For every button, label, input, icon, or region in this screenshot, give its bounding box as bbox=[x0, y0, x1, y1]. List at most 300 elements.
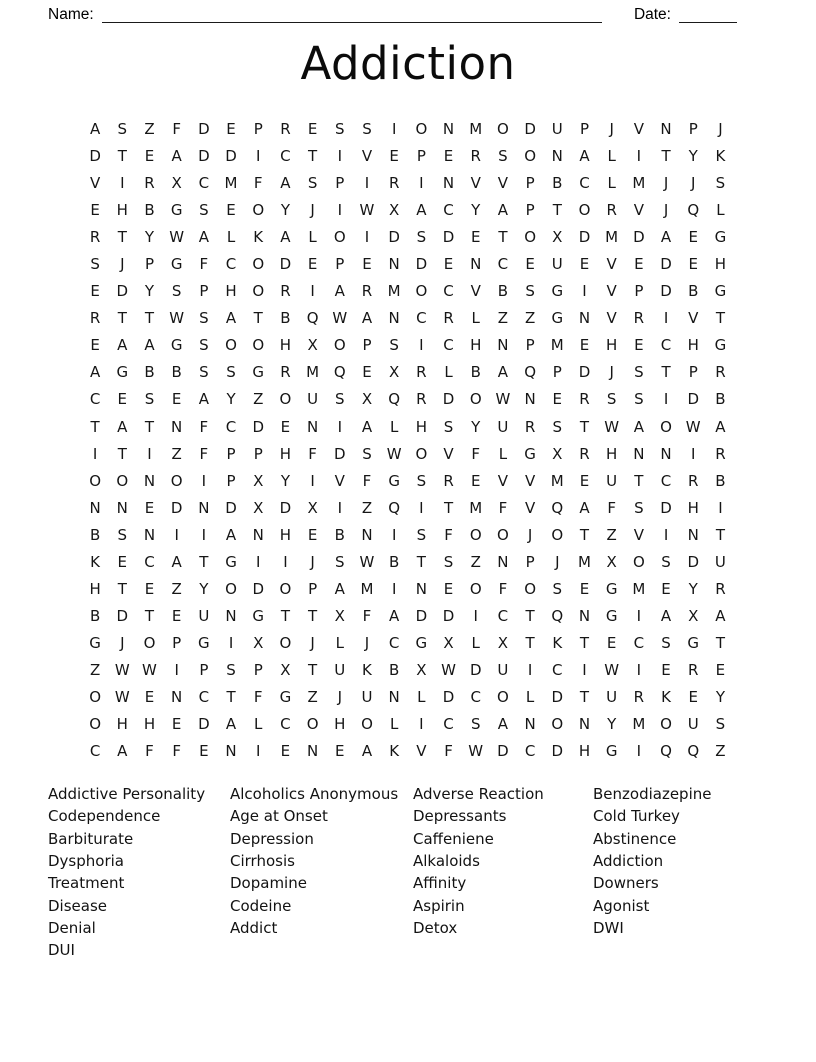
grid-letter: I bbox=[636, 742, 642, 761]
grid-letter: I bbox=[391, 525, 397, 544]
grid-letter: P bbox=[552, 363, 562, 382]
grid-letter: N bbox=[143, 525, 156, 544]
grid-letter: G bbox=[714, 228, 727, 247]
grid-letter: C bbox=[443, 282, 454, 301]
grid-letter: A bbox=[361, 417, 373, 436]
grid-row bbox=[82, 441, 735, 468]
grid-row bbox=[82, 197, 735, 224]
grid-letter: L bbox=[498, 444, 508, 463]
grid-letter: N bbox=[633, 444, 645, 463]
grid-letter: T bbox=[90, 417, 100, 436]
grid-letter: L bbox=[308, 228, 317, 247]
grid-letter: S bbox=[498, 147, 508, 166]
grid-letter: E bbox=[335, 742, 345, 761]
grid-letter: O bbox=[306, 715, 319, 734]
grid-letter: B bbox=[334, 525, 345, 544]
grid-letter: T bbox=[525, 633, 535, 652]
grid-letter: N bbox=[89, 498, 101, 517]
grid-letter: P bbox=[335, 174, 345, 193]
grid-letter: D bbox=[198, 147, 210, 166]
grid-letter: J bbox=[527, 525, 533, 544]
word-list-item: Codependence bbox=[48, 807, 161, 826]
grid-letter: O bbox=[415, 282, 428, 301]
grid-letter: V bbox=[524, 498, 536, 517]
grid-letter: M bbox=[550, 471, 564, 490]
grid-letter: V bbox=[633, 525, 644, 544]
grid-letter: D bbox=[89, 147, 101, 166]
grid-letter: F bbox=[498, 498, 508, 517]
grid-letter: V bbox=[497, 174, 509, 193]
grid-letter: E bbox=[443, 255, 454, 274]
grid-letter: I bbox=[419, 498, 424, 517]
grid-letter: A bbox=[117, 336, 128, 355]
grid-letter: L bbox=[716, 201, 725, 220]
grid-letter: V bbox=[361, 147, 373, 166]
word-list-item: Benzodiazepine bbox=[593, 785, 712, 804]
grid-letter: C bbox=[198, 687, 210, 706]
grid-letter: D bbox=[198, 120, 210, 138]
grid-letter: Q bbox=[551, 498, 564, 517]
grid-letter: P bbox=[253, 444, 263, 463]
grid-letter: O bbox=[279, 633, 292, 652]
grid-letter: W bbox=[332, 309, 348, 328]
grid-letter: W bbox=[142, 660, 157, 679]
word-list-item: Addiction bbox=[593, 852, 664, 871]
grid-letter: A bbox=[715, 606, 726, 625]
grid-letter: O bbox=[225, 579, 237, 598]
word-list-column bbox=[48, 783, 230, 961]
grid-letter: P bbox=[688, 363, 698, 382]
grid-letter: S bbox=[443, 552, 454, 571]
grid-letter: H bbox=[606, 336, 618, 355]
grid-letter: I bbox=[636, 606, 642, 625]
word-list-item: Disease bbox=[48, 896, 107, 915]
word-list-item: Cirrhosis bbox=[230, 852, 295, 871]
grid-letter: B bbox=[144, 363, 155, 382]
grid-letter: F bbox=[607, 498, 616, 517]
grid-letter: R bbox=[89, 309, 101, 328]
grid-row bbox=[82, 143, 735, 170]
grid-letter: B bbox=[389, 660, 400, 679]
grid-letter: S bbox=[144, 390, 155, 409]
grid-letter: H bbox=[687, 336, 699, 355]
grid-letter: G bbox=[252, 606, 265, 625]
grid-letter: V bbox=[606, 282, 617, 301]
grid-letter: H bbox=[225, 282, 237, 301]
grid-letter: K bbox=[715, 147, 726, 166]
grid-letter: T bbox=[715, 309, 725, 328]
grid-letter: F bbox=[362, 606, 372, 625]
word-list-item: DUI bbox=[48, 941, 75, 960]
grid-letter: C bbox=[497, 606, 509, 625]
grid-letter: T bbox=[443, 498, 454, 517]
grid-letter: K bbox=[90, 552, 101, 571]
date-blank-line bbox=[679, 22, 737, 23]
grid-letter: B bbox=[715, 390, 726, 409]
grid-letter: F bbox=[199, 417, 209, 436]
grid-letter: G bbox=[415, 633, 428, 652]
grid-letter: O bbox=[497, 525, 509, 544]
grid-letter: T bbox=[253, 309, 263, 328]
grid-letter: O bbox=[279, 579, 292, 598]
grid-letter: H bbox=[415, 417, 427, 436]
grid-letter: M bbox=[360, 579, 374, 598]
grid-letter: S bbox=[362, 444, 372, 463]
grid-letter: U bbox=[497, 417, 509, 436]
grid-letter: D bbox=[252, 417, 264, 436]
grid-letter: I bbox=[636, 147, 642, 166]
grid-letter: E bbox=[280, 417, 291, 436]
grid-letter: I bbox=[663, 309, 669, 328]
word-list-item: Treatment bbox=[48, 874, 125, 893]
grid-letter: L bbox=[389, 417, 399, 436]
grid-letter: V bbox=[688, 309, 699, 328]
grid-letter: T bbox=[661, 147, 671, 166]
grid-letter: E bbox=[226, 120, 236, 138]
grid-letter: O bbox=[116, 471, 129, 490]
grid-letter: O bbox=[578, 201, 591, 220]
grid-letter: E bbox=[443, 579, 454, 598]
grid-letter: Z bbox=[497, 309, 509, 328]
grid-letter: C bbox=[280, 715, 291, 734]
grid-letter: H bbox=[606, 444, 618, 463]
grid-letter: S bbox=[90, 255, 100, 274]
grid-letter: F bbox=[498, 579, 508, 598]
grid-letter: V bbox=[89, 174, 101, 193]
grid-letter: E bbox=[579, 255, 590, 274]
grid-letter: O bbox=[333, 336, 346, 355]
grid-letter: I bbox=[256, 742, 261, 761]
grid-letter: S bbox=[199, 363, 209, 382]
grid-letter: Y bbox=[280, 201, 290, 220]
grid-letter: U bbox=[687, 715, 699, 734]
grid-letter: I bbox=[120, 174, 125, 193]
grid-letter: X bbox=[416, 660, 427, 679]
grid-letter: E bbox=[199, 742, 209, 761]
grid-letter: Z bbox=[470, 552, 481, 571]
grid-letter: S bbox=[634, 498, 644, 517]
grid-letter: M bbox=[224, 174, 238, 193]
grid-letter: N bbox=[687, 525, 699, 544]
grid-letter: O bbox=[252, 201, 265, 220]
grid-row bbox=[82, 386, 735, 413]
grid-letter: E bbox=[144, 498, 155, 517]
grid-letter: V bbox=[633, 201, 644, 220]
grid-letter: W bbox=[685, 417, 701, 436]
grid-letter: S bbox=[226, 363, 236, 382]
grid-letter: E bbox=[688, 228, 698, 247]
grid-letter: G bbox=[170, 201, 183, 220]
grid-letter: X bbox=[606, 552, 617, 571]
grid-letter: F bbox=[172, 120, 181, 138]
grid-letter: R bbox=[443, 309, 454, 328]
grid-letter: L bbox=[444, 363, 453, 382]
grid-letter: A bbox=[171, 552, 182, 571]
grid-letter: H bbox=[116, 201, 128, 220]
grid-letter: N bbox=[442, 120, 455, 138]
grid-letter: U bbox=[198, 606, 210, 625]
grid-letter: S bbox=[389, 336, 399, 355]
grid-letter: E bbox=[634, 255, 644, 274]
grid-letter: E bbox=[117, 390, 128, 409]
grid-letter: E bbox=[579, 336, 590, 355]
grid-letter: O bbox=[469, 390, 482, 409]
grid-letter: G bbox=[116, 363, 129, 382]
grid-letter: S bbox=[634, 390, 644, 409]
grid-letter: G bbox=[170, 336, 183, 355]
grid-letter: J bbox=[120, 255, 125, 274]
grid-letter: R bbox=[470, 147, 481, 166]
grid-letter: G bbox=[687, 633, 700, 652]
grid-letter: I bbox=[174, 660, 179, 679]
grid-letter: B bbox=[470, 363, 481, 382]
grid-letter: P bbox=[634, 282, 644, 301]
grid-letter: E bbox=[362, 255, 372, 274]
grid-letter: G bbox=[279, 687, 292, 706]
grid-letter: Y bbox=[471, 417, 481, 436]
grid-letter: Q bbox=[306, 309, 319, 328]
grid-letter: M bbox=[577, 552, 591, 571]
grid-letter: Q bbox=[524, 363, 536, 382]
grid-letter: W bbox=[604, 660, 620, 679]
grid-letter: A bbox=[198, 390, 209, 409]
grid-letter: B bbox=[171, 363, 182, 382]
grid-letter: T bbox=[144, 417, 155, 436]
grid-letter: S bbox=[661, 633, 671, 652]
grid-letter: D bbox=[442, 228, 455, 247]
grid-letter: E bbox=[144, 579, 155, 598]
grid-letter: I bbox=[92, 444, 98, 463]
grid-letter: U bbox=[551, 255, 563, 274]
grid-letter: U bbox=[334, 660, 346, 679]
grid-letter: G bbox=[551, 309, 564, 328]
grid-row bbox=[82, 170, 735, 197]
grid-letter: E bbox=[634, 336, 644, 355]
grid-letter: D bbox=[116, 282, 129, 301]
grid-letter: T bbox=[280, 606, 290, 625]
grid-row bbox=[82, 522, 735, 549]
grid-letter: Q bbox=[551, 606, 564, 625]
grid-letter: S bbox=[226, 660, 236, 679]
grid-letter: M bbox=[387, 282, 401, 301]
grid-letter: J bbox=[663, 174, 669, 193]
grid-letter: S bbox=[199, 201, 209, 220]
grid-letter: X bbox=[253, 498, 264, 517]
grid-letter: G bbox=[252, 363, 265, 382]
grid-letter: M bbox=[632, 715, 646, 734]
grid-letter: T bbox=[308, 606, 318, 625]
grid-letter: Q bbox=[687, 201, 700, 220]
word-list bbox=[48, 783, 786, 961]
grid-letter: S bbox=[199, 336, 209, 355]
grid-letter: A bbox=[497, 715, 509, 734]
grid-letter: C bbox=[633, 633, 645, 652]
grid-letter: O bbox=[225, 336, 237, 355]
grid-letter: F bbox=[172, 742, 181, 761]
grid-letter: S bbox=[606, 390, 617, 409]
grid-row bbox=[82, 711, 735, 738]
grid-letter: K bbox=[389, 742, 400, 761]
grid-letter: C bbox=[552, 660, 563, 679]
grid-letter: W bbox=[441, 660, 456, 679]
grid-letter: J bbox=[691, 174, 696, 193]
grid-letter: S bbox=[117, 525, 128, 544]
grid-letter: V bbox=[416, 742, 427, 761]
grid-letter: T bbox=[117, 444, 127, 463]
grid-letter: M bbox=[550, 336, 564, 355]
grid-letter: C bbox=[660, 336, 672, 355]
grid-letter: T bbox=[579, 417, 590, 436]
grid-letter: T bbox=[661, 363, 671, 382]
grid-letter: O bbox=[660, 715, 672, 734]
grid-letter: S bbox=[552, 417, 563, 436]
word-list-item: Addict bbox=[230, 918, 278, 937]
grid-letter: O bbox=[170, 471, 183, 490]
grid-letter: P bbox=[199, 660, 209, 679]
grid-letter: U bbox=[551, 120, 563, 138]
grid-row bbox=[82, 359, 735, 386]
grid-letter: Z bbox=[144, 120, 155, 138]
grid-letter: W bbox=[169, 309, 185, 328]
grid-letter: I bbox=[419, 336, 424, 355]
grid-letter: D bbox=[415, 255, 428, 274]
grid-letter: C bbox=[89, 390, 101, 409]
grid-letter: S bbox=[199, 309, 209, 328]
grid-letter: T bbox=[525, 606, 535, 625]
grid-letter: E bbox=[579, 579, 590, 598]
grid-letter: I bbox=[256, 147, 261, 166]
grid-letter: R bbox=[688, 471, 699, 490]
word-list-item: Agonist bbox=[593, 896, 650, 915]
grid-letter: O bbox=[551, 715, 564, 734]
grid-letter: T bbox=[715, 633, 725, 652]
grid-letter: X bbox=[552, 228, 563, 247]
grid-letter: Y bbox=[144, 282, 155, 301]
grid-letter: D bbox=[225, 147, 237, 166]
grid-letter: D bbox=[442, 606, 455, 625]
grid-letter: D bbox=[524, 120, 536, 138]
grid-letter: O bbox=[361, 715, 373, 734]
grid-letter: P bbox=[172, 633, 182, 652]
grid-letter: A bbox=[361, 309, 373, 328]
grid-letter: E bbox=[280, 742, 291, 761]
grid-letter: G bbox=[524, 444, 536, 463]
grid-letter: E bbox=[90, 336, 100, 355]
grid-letter: B bbox=[552, 174, 563, 193]
grid-letter: I bbox=[663, 525, 669, 544]
grid-letter: L bbox=[471, 309, 480, 328]
grid-letter: F bbox=[444, 742, 453, 761]
grid-letter: D bbox=[687, 552, 699, 571]
grid-letter: N bbox=[524, 390, 536, 409]
grid-letter: N bbox=[524, 715, 536, 734]
grid-letter: O bbox=[469, 525, 482, 544]
grid-letter: C bbox=[443, 715, 454, 734]
grid-letter: S bbox=[335, 390, 345, 409]
grid-letter: O bbox=[252, 282, 265, 301]
grid-letter: A bbox=[225, 715, 237, 734]
grid-letter: Y bbox=[688, 579, 698, 598]
grid-letter: C bbox=[416, 309, 427, 328]
grid-letter: O bbox=[89, 715, 101, 734]
grid-letter: S bbox=[335, 552, 345, 571]
grid-letter: J bbox=[310, 552, 315, 571]
grid-letter: X bbox=[307, 336, 318, 355]
word-list-item: Denial bbox=[48, 918, 96, 937]
grid-letter: G bbox=[605, 742, 618, 761]
grid-letter: E bbox=[171, 606, 182, 625]
grid-letter: V bbox=[524, 471, 536, 490]
grid-letter: X bbox=[280, 660, 291, 679]
grid-letter: Y bbox=[471, 201, 481, 220]
grid-letter: J bbox=[337, 687, 342, 706]
grid-letter: I bbox=[147, 444, 152, 463]
grid-letter: O bbox=[497, 120, 509, 138]
grid-letter: Q bbox=[388, 390, 401, 409]
grid-letter: A bbox=[416, 201, 427, 220]
grid-letter: D bbox=[497, 742, 509, 761]
grid-letter: S bbox=[416, 525, 427, 544]
grid-letter: C bbox=[144, 552, 155, 571]
word-list-item: Barbiturate bbox=[48, 829, 134, 848]
grid-letter: G bbox=[605, 606, 618, 625]
grid-letter: D bbox=[415, 606, 428, 625]
grid-letter: S bbox=[362, 120, 372, 138]
grid-letter: W bbox=[604, 417, 620, 436]
word-list-item: Age at Onset bbox=[230, 807, 328, 826]
grid-letter: K bbox=[552, 633, 563, 652]
grid-letter: I bbox=[201, 525, 207, 544]
grid-letter: O bbox=[660, 417, 672, 436]
grid-letter: Q bbox=[333, 363, 346, 382]
word-list-item: Depressants bbox=[413, 807, 507, 826]
grid-letter: J bbox=[310, 633, 315, 652]
grid-letter: N bbox=[470, 255, 482, 274]
grid-letter: R bbox=[144, 174, 155, 193]
grid-letter: U bbox=[606, 471, 618, 490]
grid-letter: E bbox=[661, 579, 671, 598]
grid-letter: D bbox=[578, 363, 591, 382]
grid-letter: C bbox=[443, 201, 454, 220]
grid-letter: G bbox=[714, 282, 727, 301]
word-list-item: Alkaloids bbox=[413, 852, 480, 871]
grid-letter: S bbox=[416, 471, 427, 490]
grid-letter: G bbox=[605, 579, 618, 598]
grid-letter: M bbox=[306, 363, 320, 382]
grid-letter: Z bbox=[89, 660, 101, 679]
grid-letter: E bbox=[307, 120, 318, 138]
grid-letter: Z bbox=[715, 742, 726, 761]
grid-row bbox=[82, 738, 735, 765]
grid-letter: P bbox=[335, 255, 345, 274]
grid-letter: D bbox=[170, 498, 183, 517]
grid-letter: L bbox=[607, 147, 616, 166]
grid-letter: F bbox=[444, 525, 453, 544]
grid-letter: A bbox=[117, 742, 128, 761]
grid-letter: T bbox=[579, 687, 590, 706]
puzzle-title: Addiction bbox=[300, 37, 516, 90]
grid-letter: G bbox=[89, 633, 101, 652]
grid-letter: A bbox=[171, 147, 182, 166]
grid-letter: G bbox=[170, 255, 183, 274]
grid-letter: Z bbox=[253, 390, 264, 409]
grid-letter: C bbox=[470, 687, 481, 706]
grid-row bbox=[82, 278, 735, 305]
grid-letter: W bbox=[386, 444, 402, 463]
grid-letter: I bbox=[228, 633, 234, 652]
grid-letter: E bbox=[90, 201, 100, 220]
grid-letter: N bbox=[116, 498, 128, 517]
